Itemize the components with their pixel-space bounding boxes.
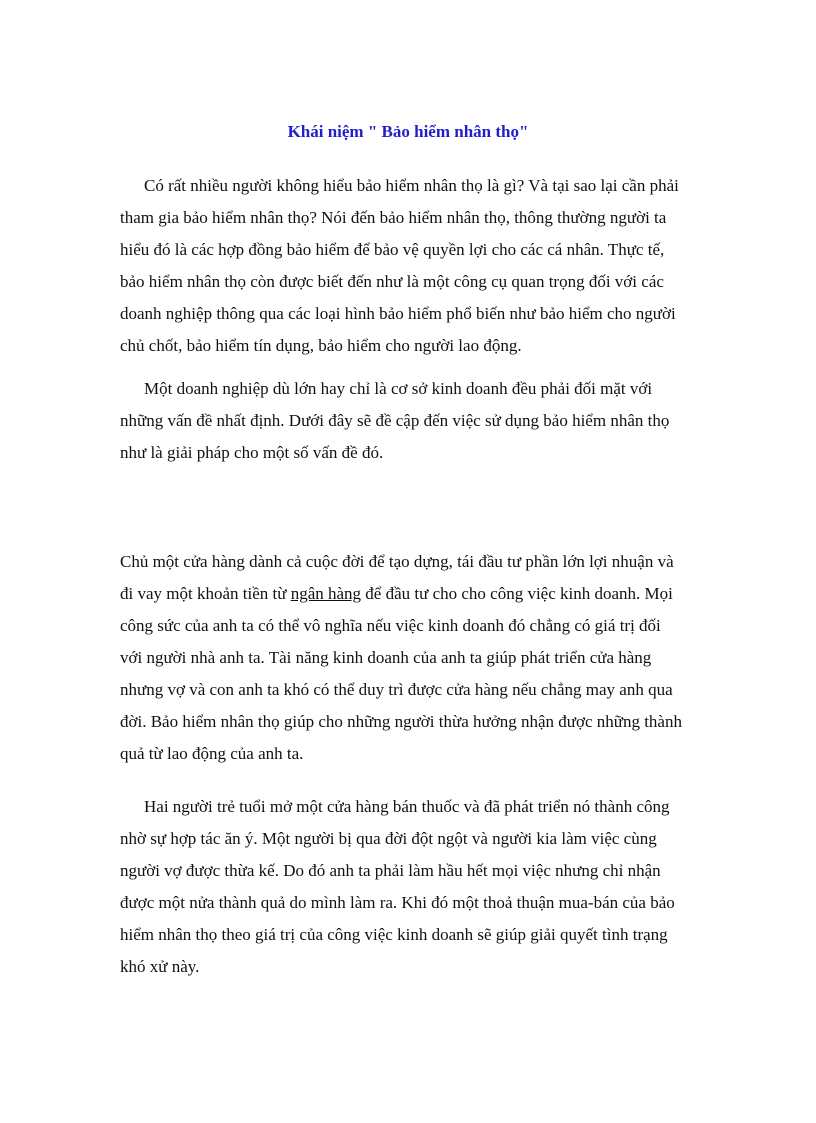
text-line: khó xử này. bbox=[120, 957, 200, 976]
text-line: quả từ lao động của anh ta. bbox=[120, 744, 304, 763]
text-segment: đi vay một khoản tiền từ bbox=[120, 584, 291, 603]
text-line: doanh nghiệp thông qua các loại hình bảo hiểm phổ biến như bảo hiểm cho người bbox=[120, 304, 676, 323]
text-line: Một doanh nghiệp dù lớn hay chỉ là cơ sở kinh doanh đều phải đối mặt với bbox=[144, 379, 653, 398]
text-line: đời. Bảo hiểm nhân thọ giúp cho những người thừa hưởng nhận được những thành bbox=[120, 712, 682, 731]
text-line: như là giải pháp cho một số vấn đề đó. bbox=[120, 443, 384, 462]
text-line: hiểu đó là các hợp đồng bảo hiểm để bảo vệ quyền lợi cho các cá nhân. Thực tế, bbox=[120, 240, 665, 259]
text-line: tham gia bảo hiểm nhân thọ? Nói đến bảo hiểm nhân thọ, thông thường người ta bbox=[120, 208, 667, 227]
paragraph-business-problems bbox=[120, 373, 702, 469]
text-line: nhưng vợ và con anh ta khó có thể duy trì được cửa hàng nếu chẳng may anh qua bbox=[120, 680, 673, 699]
text-line: chủ chốt, bảo hiểm tín dụng, bảo hiểm cho người lao động. bbox=[120, 336, 522, 355]
text-segment: để đầu tư cho cho công việc kinh doanh. Mọi bbox=[361, 584, 673, 603]
text-line: Chủ một cửa hàng dành cả cuộc đời để tạo dựng, tái đầu tư phần lớn lợi nhuận và bbox=[120, 552, 674, 571]
paragraph-intro bbox=[120, 170, 702, 362]
text-line: Hai người trẻ tuổi mở một cửa hàng bán thuốc và đã phát triển nó thành công bbox=[144, 797, 670, 816]
text-line: nhờ sự hợp tác ăn ý. Một người bị qua đời đột ngột và người kia làm việc cùng bbox=[120, 829, 657, 848]
page-title: Khái niệm " Bảo hiểm nhân thọ" bbox=[287, 122, 529, 141]
paragraph-shop-owner bbox=[120, 546, 702, 770]
paragraph-pharmacy-partners bbox=[120, 791, 702, 983]
text-line-with-link bbox=[120, 578, 702, 610]
text-line: người vợ được thừa kế. Do đó anh ta phải làm hầu hết mọi việc nhưng chỉ nhận bbox=[120, 861, 661, 880]
bank-link[interactable]: ngân hàng bbox=[290, 584, 362, 603]
text-line: bảo hiểm nhân thọ còn được biết đến như là một công cụ quan trọng đối với các bbox=[120, 272, 664, 291]
text-line: những vấn đề nhất định. Dưới đây sẽ đề cập đến việc sử dụng bảo hiểm nhân thọ bbox=[120, 411, 670, 430]
text-line: công sức của anh ta có thể vô nghĩa nếu việc kinh doanh đó chẳng có giá trị đối bbox=[120, 616, 661, 635]
text-line: với người nhà anh ta. Tài năng kinh doanh của anh ta giúp phát triển cửa hàng bbox=[120, 648, 652, 667]
text-line: Có rất nhiều người không hiểu bảo hiểm nhân thọ là gì? Và tại sao lại cần phải bbox=[144, 176, 679, 195]
text-line: được một nửa thành quả do mình làm ra. Khi đó một thoả thuận mua-bán của bảo bbox=[120, 893, 675, 912]
text-line: hiểm nhân thọ theo giá trị của công việc kinh doanh sẽ giúp giải quyết tình trạng bbox=[120, 925, 668, 944]
